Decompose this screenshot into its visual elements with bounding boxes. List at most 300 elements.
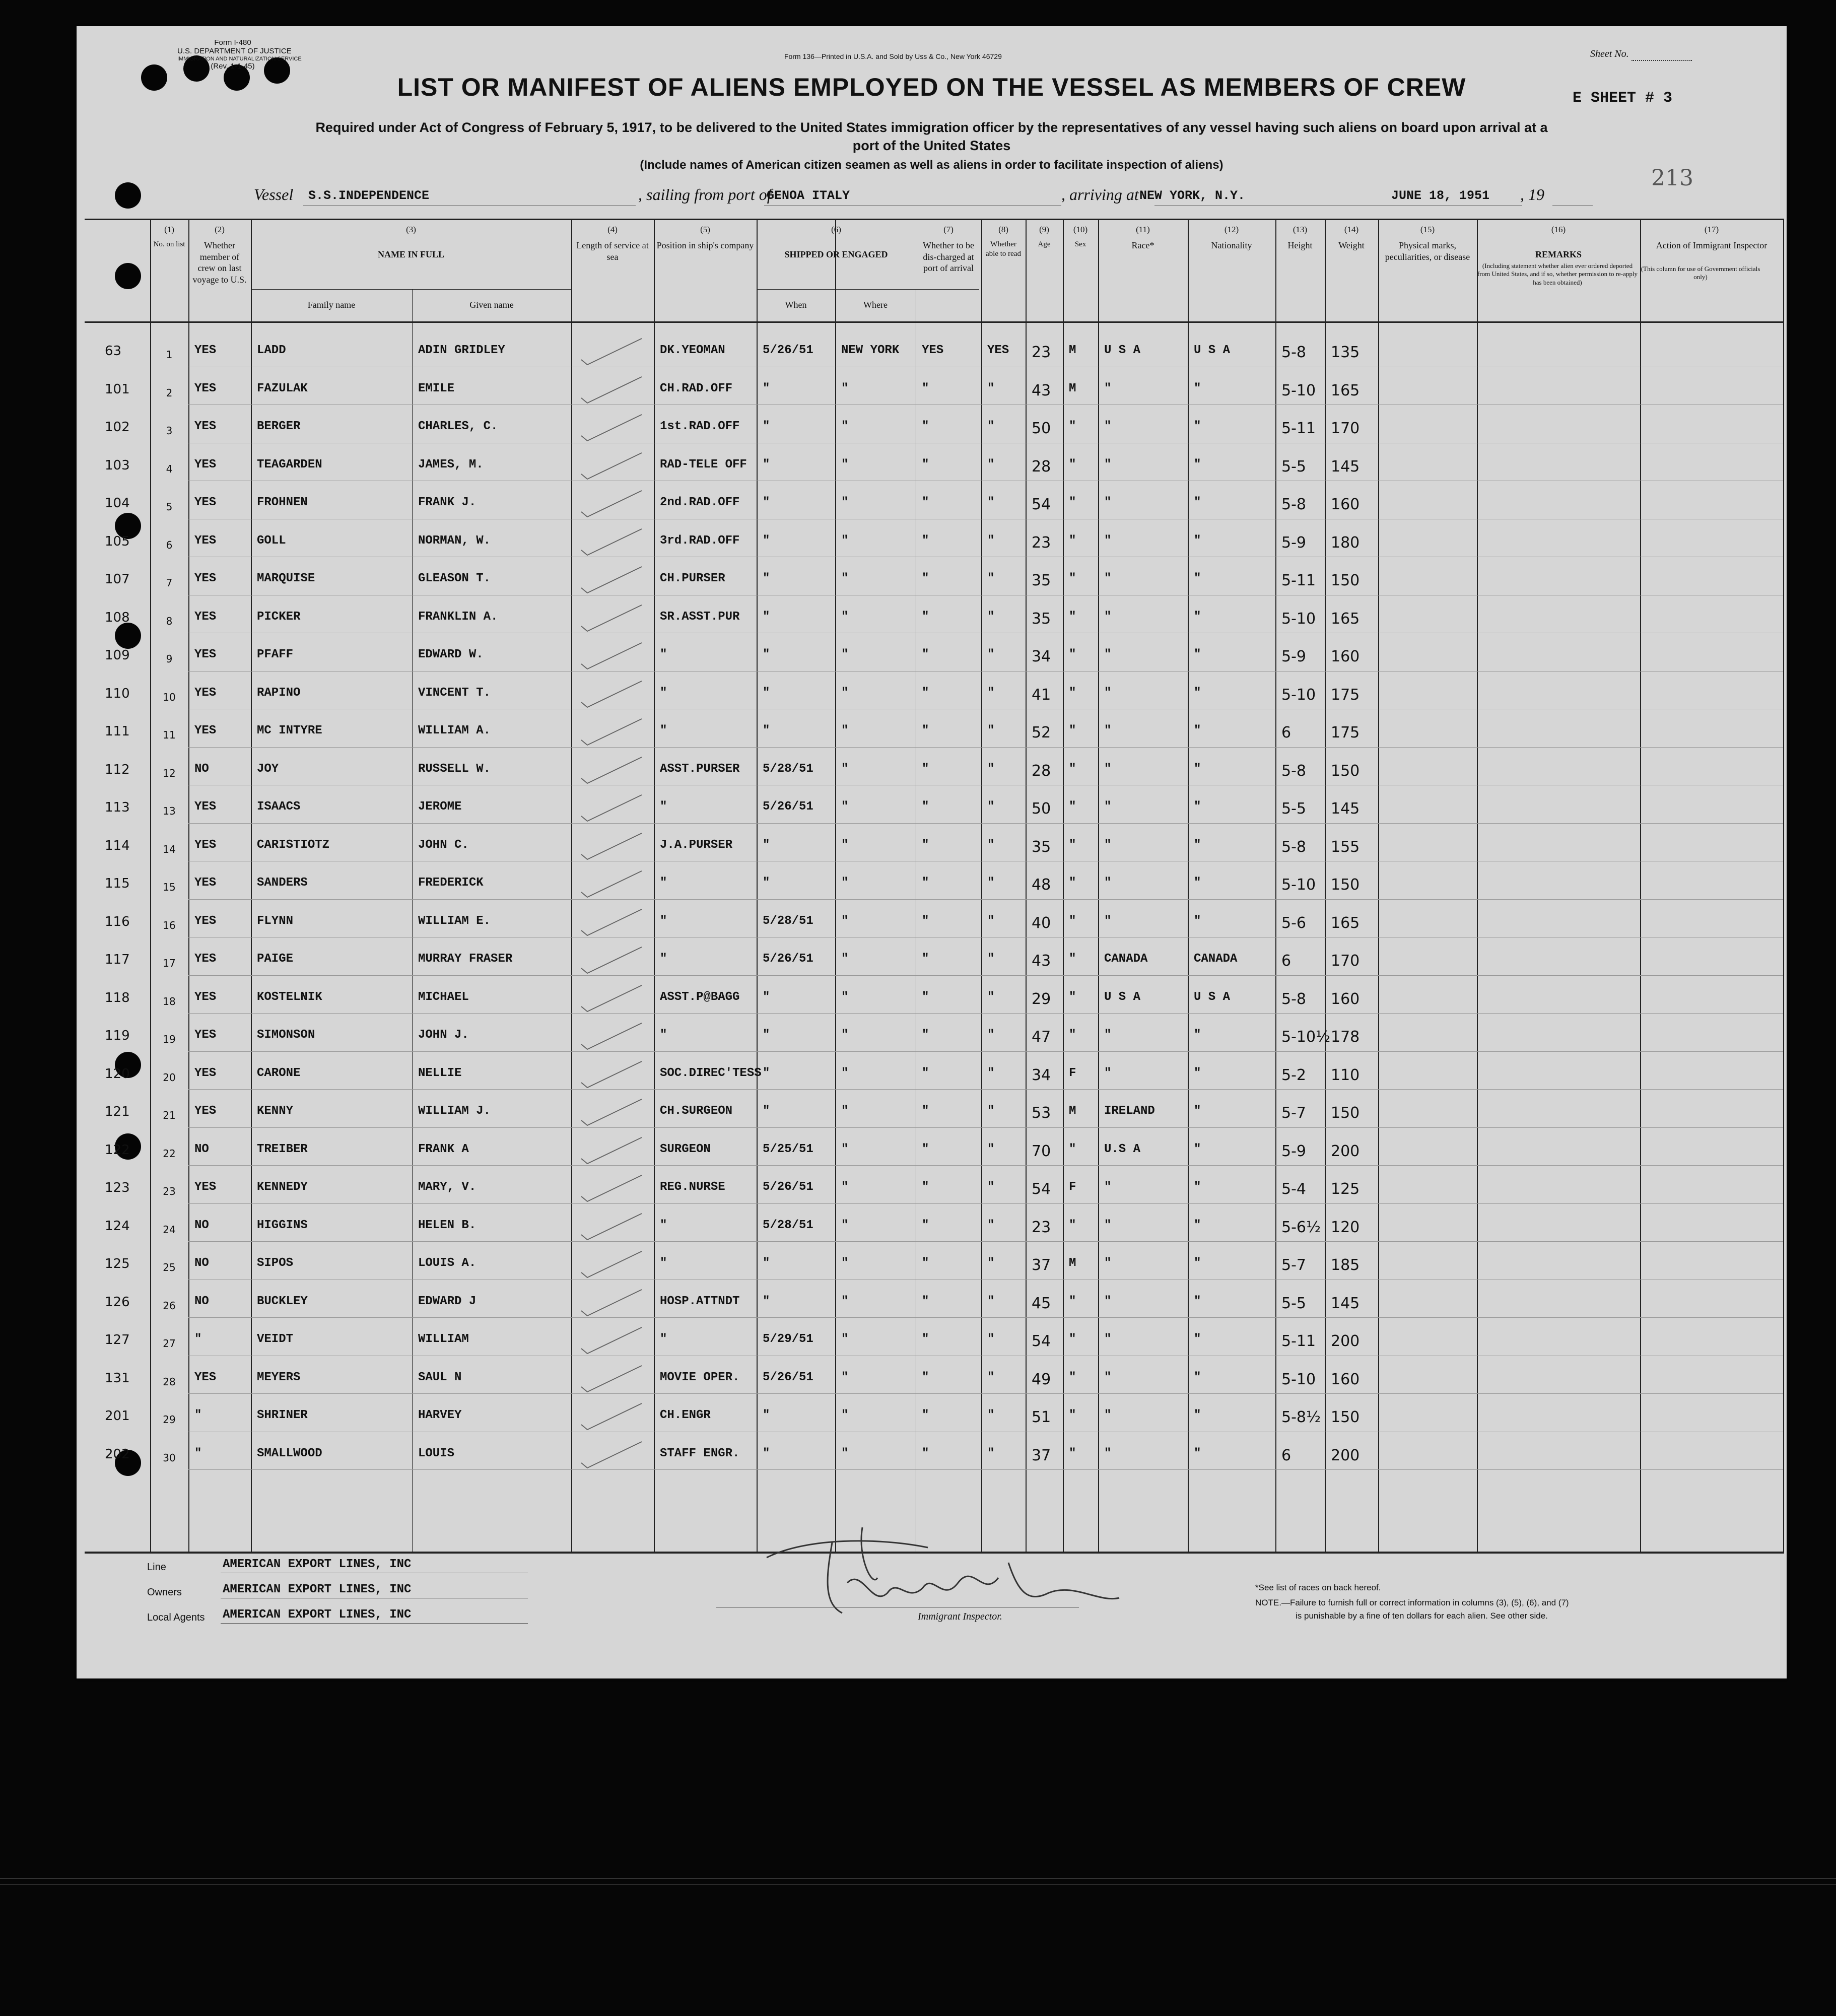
cell-race: U S A xyxy=(1104,990,1141,1004)
cell-weight: 155 xyxy=(1331,838,1360,856)
cell-weight: 150 xyxy=(1331,1104,1360,1122)
cell-given: ADIN GRIDLEY xyxy=(418,344,505,357)
cell-age: 51 xyxy=(1032,1408,1051,1426)
cell-where: " xyxy=(841,1028,849,1042)
cell-weight: 160 xyxy=(1331,1370,1360,1388)
cell-disch: " xyxy=(922,1104,929,1118)
cell-race: " xyxy=(1104,1332,1112,1346)
cell-disch: " xyxy=(922,1332,929,1346)
cell-age: 35 xyxy=(1032,610,1051,628)
cell-weight: 200 xyxy=(1331,1332,1360,1350)
table-row xyxy=(85,1130,1783,1169)
cell-ref: 118 xyxy=(105,990,130,1005)
cell-nat: " xyxy=(1194,1066,1201,1080)
cell-disch: " xyxy=(922,990,929,1004)
cell-position: 1st.RAD.OFF xyxy=(660,420,740,433)
service: IMMIGRATION AND NATURALIZATION SERVICE xyxy=(177,55,302,62)
cell-height: 5-10 xyxy=(1281,686,1316,704)
cell-last: " xyxy=(194,1332,202,1346)
manifest-page xyxy=(77,26,1787,1678)
cell-no: 25 xyxy=(163,1261,176,1273)
table-row xyxy=(85,408,1783,446)
cell-when: 5/26/51 xyxy=(763,952,813,966)
cell-where: " xyxy=(841,952,849,966)
cell-nat: CANADA xyxy=(1194,952,1238,966)
service-check-mark xyxy=(576,525,652,560)
cell-ref: 119 xyxy=(105,1028,130,1043)
cell-no: 14 xyxy=(163,843,176,855)
cell-disch: " xyxy=(922,800,929,814)
cell-weight: 200 xyxy=(1331,1142,1360,1160)
cell-sex: " xyxy=(1069,496,1076,509)
cell-height: 5-7 xyxy=(1281,1256,1306,1274)
cell-nat: " xyxy=(1194,914,1201,928)
cell-age: 23 xyxy=(1032,344,1051,361)
table-row xyxy=(85,1320,1783,1359)
cell-read: " xyxy=(987,1332,995,1346)
cell-family: SMALLWOOD xyxy=(257,1446,322,1460)
cell-disch: " xyxy=(922,914,929,928)
cell-ref: 202 xyxy=(105,1446,130,1462)
table-row xyxy=(85,902,1783,940)
cell-family: MARQUISE xyxy=(257,572,315,585)
cell-given: NORMAN, W. xyxy=(418,533,491,548)
cell-where: " xyxy=(841,914,849,928)
cell-where: " xyxy=(841,610,849,624)
cell-weight: 135 xyxy=(1331,344,1360,361)
cell-sex: M xyxy=(1069,1256,1076,1270)
cell-family: CARISTIOTZ xyxy=(257,838,330,852)
cell-disch: " xyxy=(922,1370,929,1384)
service-check-mark xyxy=(576,411,652,446)
cell-when: " xyxy=(763,648,770,661)
port-from: GENOA ITALY xyxy=(767,188,850,203)
cell-family: SHRINER xyxy=(257,1408,308,1422)
column-header: Weight xyxy=(1338,240,1365,250)
cell-no: 21 xyxy=(163,1109,176,1121)
cell-weight: 170 xyxy=(1331,420,1360,437)
cell-where: " xyxy=(841,1142,849,1156)
cell-nat: " xyxy=(1194,420,1201,433)
cell-no: 9 xyxy=(166,653,173,665)
cell-last: NO xyxy=(194,1294,209,1308)
cell-read: " xyxy=(987,800,995,814)
cell-when: " xyxy=(763,838,770,852)
cell-nat: " xyxy=(1194,457,1201,472)
cell-given: JOHN J. xyxy=(418,1028,469,1042)
cell-weight: 150 xyxy=(1331,762,1360,780)
cell-position: DK.YEOMAN xyxy=(660,344,725,357)
line-label: Line xyxy=(147,1562,166,1573)
service-check-mark xyxy=(576,373,652,408)
table-row xyxy=(85,712,1783,750)
cell-sex: M xyxy=(1069,344,1076,357)
cell-disch: " xyxy=(922,648,929,661)
cell-disch: " xyxy=(922,1142,929,1156)
cell-age: 52 xyxy=(1032,724,1051,742)
cell-family: PICKER xyxy=(257,610,301,624)
owners-value: AMERICAN EXPORT LINES, INC xyxy=(223,1583,412,1596)
service-check-mark xyxy=(576,981,652,1017)
cell-age: 37 xyxy=(1032,1446,1051,1464)
cell-race: " xyxy=(1104,457,1112,472)
cell-when: 5/25/51 xyxy=(763,1142,813,1156)
cell-ref: 114 xyxy=(105,838,130,853)
service-check-mark xyxy=(576,487,652,522)
cell-nat: " xyxy=(1194,800,1201,814)
cell-race: " xyxy=(1104,572,1112,585)
cell-family: KOSTELNIK xyxy=(257,990,322,1004)
cell-family: SIMONSON xyxy=(257,1028,315,1042)
cell-nat: " xyxy=(1194,1104,1201,1118)
cell-sex: " xyxy=(1069,1408,1076,1422)
cell-age: 29 xyxy=(1032,990,1051,1008)
column-number: (2) xyxy=(215,225,225,234)
cell-height: 5-11 xyxy=(1281,1332,1316,1350)
cell-position: " xyxy=(660,800,667,814)
cell-given: HARVEY xyxy=(418,1408,462,1422)
cell-no: 18 xyxy=(163,995,176,1007)
cell-nat: " xyxy=(1194,1142,1201,1156)
cell-disch: " xyxy=(922,420,929,433)
cell-nat: U S A xyxy=(1194,344,1231,357)
cell-family: HIGGINS xyxy=(257,1218,308,1232)
table-row xyxy=(85,1206,1783,1245)
cell-age: 41 xyxy=(1032,686,1051,704)
service-check-mark xyxy=(576,601,652,636)
service-check-mark xyxy=(576,1438,652,1473)
cell-given: EDWARD W. xyxy=(418,648,484,661)
cell-sex: " xyxy=(1069,1370,1076,1384)
cell-race: " xyxy=(1104,1066,1112,1080)
table-row xyxy=(85,446,1783,484)
service-check-mark xyxy=(576,1362,652,1397)
cell-sex: " xyxy=(1069,1218,1076,1232)
cell-sex: " xyxy=(1069,648,1076,661)
cell-last: YES xyxy=(194,990,217,1004)
cell-race: " xyxy=(1104,648,1112,661)
cell-weight: 160 xyxy=(1331,496,1360,513)
column-header: Race* xyxy=(1131,240,1154,250)
cell-height: 5-9 xyxy=(1281,533,1306,552)
cell-read: " xyxy=(987,1180,995,1194)
cell-family: MC INTYRE xyxy=(257,724,322,737)
owners-label: Owners xyxy=(147,1587,182,1598)
cell-family: JOY xyxy=(257,762,279,776)
table-row xyxy=(85,826,1783,864)
column-header: Position in ship's company xyxy=(656,240,754,250)
cell-position: " xyxy=(660,1218,667,1232)
cell-given: NELLIE xyxy=(418,1066,462,1080)
cell-no: 2 xyxy=(166,386,173,399)
cell-disch: " xyxy=(922,496,929,509)
cell-height: 5-2 xyxy=(1281,1066,1306,1084)
cell-where: " xyxy=(841,381,849,395)
cell-read: " xyxy=(987,1370,995,1384)
cell-sex: M xyxy=(1069,1104,1076,1118)
cell-ref: 105 xyxy=(105,533,130,549)
cell-weight: 120 xyxy=(1331,1218,1360,1236)
table-row xyxy=(85,1168,1783,1206)
cell-sex: " xyxy=(1069,990,1076,1004)
cell-sex: " xyxy=(1069,952,1076,966)
service-check-mark xyxy=(576,1286,652,1321)
cell-where: " xyxy=(841,1408,849,1422)
cell-ref: 108 xyxy=(105,610,130,625)
cell-weight: 178 xyxy=(1331,1028,1360,1046)
cell-given: WILLIAM J. xyxy=(418,1104,491,1118)
cell-last: YES xyxy=(194,648,217,661)
cell-family: MEYERS xyxy=(257,1370,301,1384)
cell-read: " xyxy=(987,1408,995,1422)
cell-no: 3 xyxy=(166,425,173,437)
cell-sex: " xyxy=(1069,762,1076,776)
cell-height: 5-8½ xyxy=(1281,1408,1321,1426)
cell-age: 54 xyxy=(1032,496,1051,513)
cell-no: 27 xyxy=(163,1337,176,1350)
cell-given: HELEN B. xyxy=(418,1218,477,1232)
cell-height: 5-5 xyxy=(1281,1294,1306,1312)
cell-nat: " xyxy=(1194,1332,1201,1346)
cell-family: LADD xyxy=(257,344,286,357)
cell-last: YES xyxy=(194,572,217,585)
cell-no: 12 xyxy=(163,767,176,779)
column-header: Physical marks, peculiarities, or disease xyxy=(1385,240,1470,262)
cell-where: " xyxy=(841,648,849,661)
where-header: Where xyxy=(863,300,888,310)
cell-race: " xyxy=(1104,496,1112,509)
service-check-mark xyxy=(576,943,652,978)
agents-label: Local Agents xyxy=(147,1612,205,1623)
cell-disch: " xyxy=(922,1256,929,1270)
column-header: Age xyxy=(1038,240,1051,248)
service-check-mark xyxy=(576,791,652,826)
cell-ref: 112 xyxy=(105,762,130,777)
service-check-mark xyxy=(576,1095,652,1130)
cell-height: 6 xyxy=(1281,724,1291,742)
column-header: Whether to be dis-charged at port of arrival xyxy=(923,240,974,273)
cell-read: " xyxy=(987,762,995,776)
cell-disch: YES xyxy=(922,344,944,357)
cell-ref: 104 xyxy=(105,496,130,511)
cell-disch: " xyxy=(922,1028,929,1042)
cell-age: 40 xyxy=(1032,914,1051,932)
cell-no: 29 xyxy=(163,1414,176,1426)
cell-race: " xyxy=(1104,420,1112,433)
cell-sex: " xyxy=(1069,1028,1076,1042)
service-check-mark xyxy=(576,867,652,902)
cell-read: " xyxy=(987,1294,995,1308)
cell-sex: " xyxy=(1069,1446,1076,1460)
cell-no: 26 xyxy=(163,1299,176,1312)
cell-ref: 123 xyxy=(105,1180,130,1195)
column-header: No. on list xyxy=(153,240,185,248)
note-line-2: is punishable by a fine of ten dollars for each alien. See other side. xyxy=(1296,1611,1548,1621)
cell-weight: 170 xyxy=(1331,952,1360,970)
cell-no: 4 xyxy=(166,462,173,475)
cell-last: YES xyxy=(194,496,217,509)
cell-nat: " xyxy=(1194,724,1201,737)
cell-ref: 120 xyxy=(105,1066,130,1082)
service-check-mark xyxy=(576,1247,652,1283)
cell-disch: " xyxy=(922,457,929,472)
table-row xyxy=(85,1435,1783,1473)
cell-read: " xyxy=(987,381,995,395)
cell-given: LOUIS xyxy=(418,1446,455,1460)
service-check-mark xyxy=(576,753,652,788)
cell-when: 5/26/51 xyxy=(763,344,813,357)
cell-age: 37 xyxy=(1032,1256,1051,1274)
cell-where: " xyxy=(841,457,849,472)
cell-age: 50 xyxy=(1032,800,1051,818)
cell-last: YES xyxy=(194,1104,217,1118)
cell-family: RAPINO xyxy=(257,686,301,700)
cell-no: 8 xyxy=(166,615,173,627)
cell-last: YES xyxy=(194,952,217,966)
column-header: Length of service at sea xyxy=(576,240,649,262)
cell-weight: 175 xyxy=(1331,724,1360,742)
cell-nat: " xyxy=(1194,1446,1201,1460)
cell-ref: 101 xyxy=(105,381,130,397)
cell-when: " xyxy=(763,533,770,548)
service-check-mark xyxy=(576,1399,652,1435)
cell-disch: " xyxy=(922,686,929,700)
cell-race: " xyxy=(1104,724,1112,737)
table-row xyxy=(85,1359,1783,1397)
cell-no: 15 xyxy=(163,881,176,893)
cell-race: " xyxy=(1104,1180,1112,1194)
line-value: AMERICAN EXPORT LINES, INC xyxy=(223,1558,412,1571)
cell-read: " xyxy=(987,1142,995,1156)
cell-weight: 180 xyxy=(1331,533,1360,552)
cell-position: ASST.P@BAGG xyxy=(660,990,740,1004)
cell-family: KENNEDY xyxy=(257,1180,308,1194)
cell-given: JOHN C. xyxy=(418,838,469,852)
cell-family: BUCKLEY xyxy=(257,1294,308,1308)
service-check-mark xyxy=(576,334,652,370)
cell-ref: 131 xyxy=(105,1370,130,1386)
cell-height: 5-10 xyxy=(1281,610,1316,628)
cell-family: CARONE xyxy=(257,1066,301,1080)
cell-weight: 150 xyxy=(1331,572,1360,589)
cell-when: " xyxy=(763,1256,770,1270)
cell-ref: 102 xyxy=(105,420,130,435)
inspector-label: Immigrant Inspector. xyxy=(918,1611,1002,1622)
cell-ref: 117 xyxy=(105,952,130,967)
cell-sex: M xyxy=(1069,381,1076,395)
cell-ref: 122 xyxy=(105,1142,130,1158)
cell-given: GLEASON T. xyxy=(418,572,491,585)
subtitle-include: (Include names of American citizen seamen as well as aliens in order to facilitate inspection of aliens) xyxy=(640,158,1223,172)
cell-disch: " xyxy=(922,1294,929,1308)
cell-read: " xyxy=(987,496,995,509)
cell-family: PAIGE xyxy=(257,952,294,966)
table-row xyxy=(85,978,1783,1017)
cell-height: 5-8 xyxy=(1281,838,1306,856)
cell-sex: " xyxy=(1069,686,1076,700)
column-number: (16) xyxy=(1551,225,1566,234)
cell-sex: " xyxy=(1069,838,1076,852)
column-number: (8) xyxy=(998,225,1008,234)
cell-nat: " xyxy=(1194,610,1201,624)
cell-weight: 145 xyxy=(1331,1294,1360,1312)
note-line-1: NOTE.—Failure to furnish full or correct information in columns (3), (5), (6), and (7) xyxy=(1255,1598,1569,1607)
cell-given: WILLIAM A. xyxy=(418,724,491,737)
cell-age: 50 xyxy=(1032,420,1051,437)
cell-family: SANDERS xyxy=(257,876,308,890)
cell-position: CH.PURSER xyxy=(660,572,725,585)
cell-race: " xyxy=(1104,1294,1112,1308)
cell-weight: 160 xyxy=(1331,990,1360,1008)
cell-position: " xyxy=(660,1256,667,1270)
cell-where: " xyxy=(841,876,849,890)
column-number: (3) xyxy=(406,225,416,234)
cell-height: 5-7 xyxy=(1281,1104,1306,1122)
cell-last: YES xyxy=(194,724,217,737)
cell-read: " xyxy=(987,457,995,472)
cell-position: SOC.DIREC'TESS xyxy=(660,1066,762,1080)
cell-height: 6 xyxy=(1281,1446,1291,1464)
cell-sex: F xyxy=(1069,1180,1076,1194)
cell-where: " xyxy=(841,1370,849,1384)
cell-last: YES xyxy=(194,914,217,928)
cell-nat: " xyxy=(1194,762,1201,776)
table-row xyxy=(85,1396,1783,1435)
cell-last: YES xyxy=(194,838,217,852)
cell-height: 5-11 xyxy=(1281,420,1316,437)
cell-given: JEROME xyxy=(418,800,462,814)
cell-no: 28 xyxy=(163,1375,176,1388)
cell-age: 49 xyxy=(1032,1370,1051,1388)
cell-family: BERGER xyxy=(257,420,301,433)
cell-when: " xyxy=(763,876,770,890)
service-check-mark xyxy=(576,1209,652,1245)
cell-position: " xyxy=(660,876,667,890)
cell-position: SURGEON xyxy=(660,1142,711,1156)
cell-nat: " xyxy=(1194,1294,1201,1308)
table-row xyxy=(85,370,1783,408)
family-name-header: Family name xyxy=(307,300,356,310)
cell-weight: 165 xyxy=(1331,610,1360,628)
cell-race: " xyxy=(1104,1446,1112,1460)
cell-sex: " xyxy=(1069,1142,1076,1156)
cell-read: " xyxy=(987,1104,995,1118)
cell-age: 23 xyxy=(1032,533,1051,552)
cell-height: 5-5 xyxy=(1281,800,1306,818)
cell-when: " xyxy=(763,1446,770,1460)
cell-sex: " xyxy=(1069,420,1076,433)
cell-read: " xyxy=(987,838,995,852)
cell-weight: 165 xyxy=(1331,381,1360,399)
cell-when: " xyxy=(763,572,770,585)
cell-age: 23 xyxy=(1032,1218,1051,1236)
given-name-header: Given name xyxy=(469,300,514,310)
cell-sex: " xyxy=(1069,610,1076,624)
column-number: (10) xyxy=(1073,225,1088,234)
cell-ref: 103 xyxy=(105,457,130,473)
cell-ref: 127 xyxy=(105,1332,130,1348)
cell-read: " xyxy=(987,610,995,624)
cell-position: CH.SURGEON xyxy=(660,1104,733,1118)
cell-read: " xyxy=(987,724,995,737)
cell-when: " xyxy=(763,990,770,1004)
agents-value: AMERICAN EXPORT LINES, INC xyxy=(223,1608,412,1622)
cell-family: TEAGARDEN xyxy=(257,457,322,472)
cell-read: " xyxy=(987,1256,995,1270)
cell-height: 5-10 xyxy=(1281,876,1316,894)
service-check-mark xyxy=(576,449,652,484)
cell-nat: " xyxy=(1194,686,1201,700)
